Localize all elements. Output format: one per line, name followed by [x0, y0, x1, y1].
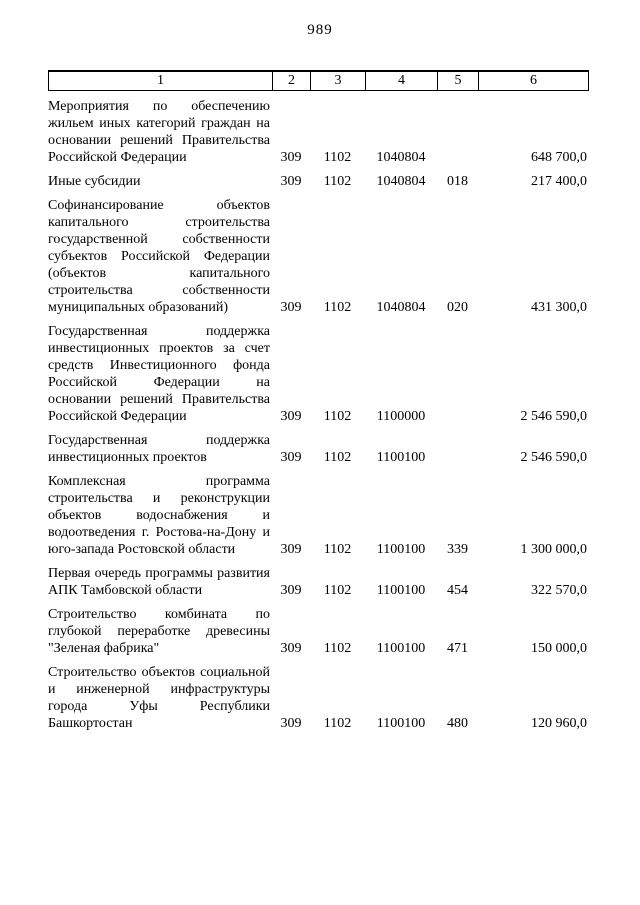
row-expense-type-code: 339: [447, 542, 468, 557]
row-section-code: 1102: [323, 450, 352, 465]
row-amount: 217 400,0: [531, 174, 587, 189]
row-target-item-code: 1100100: [376, 716, 426, 731]
header-col-4: 4: [366, 72, 438, 90]
row-amount: 2 546 590,0: [520, 450, 587, 465]
table-row: [48, 197, 589, 316]
table-row: [48, 432, 589, 466]
row-section-code: 1102: [323, 542, 352, 557]
row-section-code: 1102: [323, 583, 352, 598]
row-amount: 150 000,0: [531, 641, 587, 656]
row-description: Строительство комбината по глубокой переработке древесины "Зеленая фабрика": [48, 607, 270, 656]
row-amount: 322 570,0: [531, 583, 587, 598]
row-chief-code: 309: [280, 716, 302, 731]
row-target-item-code: 1100000: [376, 409, 426, 424]
header-col-2: 2: [273, 72, 311, 90]
row-target-item-code: 1100100: [376, 641, 426, 656]
page-number: 989: [307, 22, 333, 38]
header-col-5: 5: [438, 72, 479, 90]
row-target-item-code: 1040804: [376, 300, 426, 315]
row-target-item-code: 1040804: [376, 150, 426, 165]
row-target-item-code: 1100100: [376, 450, 426, 465]
table-row: [48, 664, 589, 732]
table-row: [48, 606, 589, 657]
header-col-6: 6: [530, 73, 537, 88]
row-section-code: 1102: [323, 174, 352, 189]
row-description: Комплексная программа строительства и реконструкции объектов водоснабжения и водоотведения г. Ростова-на-Дону и юго-запада Ростовской области: [48, 474, 270, 557]
row-target-item-code: 1040804: [376, 174, 426, 189]
row-section-code: 1102: [323, 641, 352, 656]
table-row: [48, 473, 589, 558]
table-body: [48, 98, 589, 732]
table-row: [48, 565, 589, 599]
row-description: Строительство объектов социальной и инженерной инфраструктуры города Уфы Республики Башкортостан: [48, 665, 270, 731]
table-row: [48, 173, 589, 190]
budget-table: [48, 70, 589, 732]
row-chief-code: 309: [280, 409, 302, 424]
row-description: Иные субсидии: [48, 174, 141, 189]
row-chief-code: 309: [280, 542, 302, 557]
row-amount: 431 300,0: [531, 300, 587, 315]
row-amount: 120 960,0: [531, 716, 587, 731]
row-description: Первая очередь программы развития АПК Тамбовской области: [48, 566, 270, 598]
row-chief-code: 309: [280, 150, 302, 165]
row-expense-type-code: 018: [447, 174, 468, 189]
row-description: Государственная поддержка инвестиционных проектов за счет средств Инвестиционного фонда Российской Федерации на основании решений Правительства Российской Федерации: [48, 324, 270, 424]
row-expense-type-code: 480: [447, 716, 468, 731]
table-header-row: [48, 70, 589, 91]
row-section-code: 1102: [323, 300, 352, 315]
row-amount: 648 700,0: [531, 150, 587, 165]
row-description: Мероприятия по обеспечению жильем иных категорий граждан на основании решений Правительства Российской Федерации: [48, 99, 270, 165]
row-chief-code: 309: [280, 641, 302, 656]
row-description: Софинансирование объектов капитального строительства государственной собственности субъектов Российской Федерации (объектов капитального строительства собственности муниципальных образований): [48, 198, 270, 315]
row-target-item-code: 1100100: [376, 583, 426, 598]
row-amount: 1 300 000,0: [520, 542, 587, 557]
row-description: Государственная поддержка инвестиционных проектов: [48, 433, 270, 465]
row-amount: 2 546 590,0: [520, 409, 587, 424]
table-row: [48, 323, 589, 425]
row-chief-code: 309: [280, 450, 302, 465]
header-col-1: 1: [49, 72, 273, 90]
row-section-code: 1102: [323, 150, 352, 165]
row-chief-code: 309: [280, 300, 302, 315]
row-section-code: 1102: [323, 409, 352, 424]
row-section-code: 1102: [323, 716, 352, 731]
row-expense-type-code: 020: [447, 300, 468, 315]
row-expense-type-code: 471: [447, 641, 468, 656]
row-target-item-code: 1100100: [376, 542, 426, 557]
table-row: [48, 98, 589, 166]
row-chief-code: 309: [280, 583, 302, 598]
row-expense-type-code: 454: [447, 583, 468, 598]
row-chief-code: 309: [280, 174, 302, 189]
header-col-3: 3: [311, 72, 366, 90]
